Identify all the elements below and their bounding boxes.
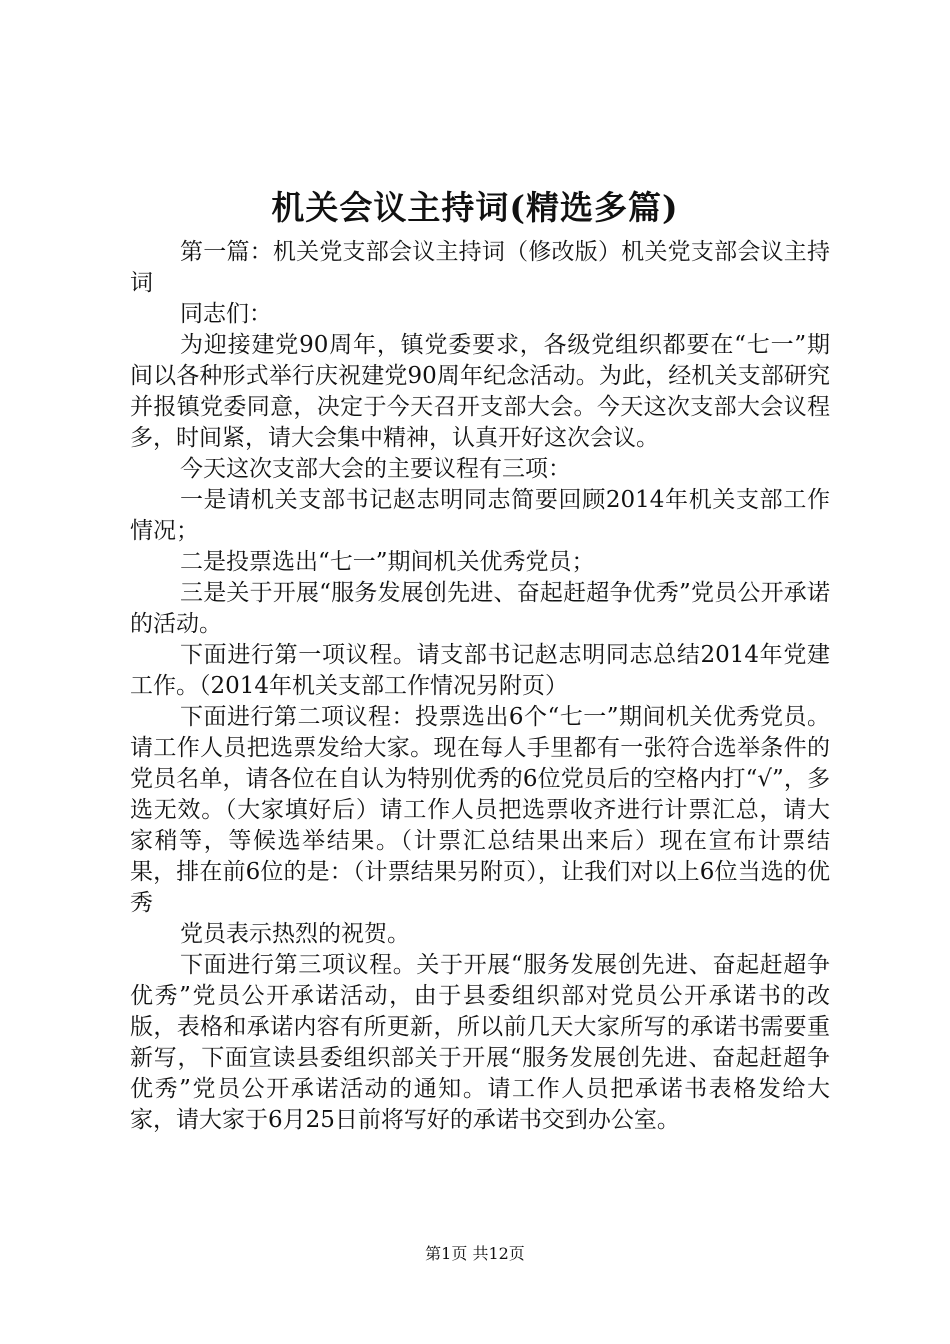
paragraph: 下面进行第一项议程。请支部书记赵志明同志总结2014年党建工作。（2014年机关支部工作情况另附页） [130,642,830,699]
document-body [130,237,830,1136]
paragraph: 今天这次支部大会的主要议程有三项： [180,456,571,482]
agenda-item-1: 一是请机关支部书记赵志明同志简要回顾2014年机关支部工作情况； [130,487,830,544]
paragraph: 党员表示热烈的祝贺。 [180,921,410,947]
paragraph-salutation: 同志们： [180,301,272,327]
paragraph: 下面进行第三项议程。关于开展“服务发展创先进、奋起赶超争优秀”党员公开承诺活动，由于县委组织部对党员公开承诺书的改版，表格和承诺内容有所更新，所以前几天大家所写的承诺书需要重新写，下面宣读县委组织部关于开展“服务发展创先进、奋起赶超争优秀”党员公开承诺活动的通知。请工作人员把承诺书表格发给大家，请大家于6月25日前将写好的承诺书交到办公室。 [130,952,830,1133]
agenda-item-2: 二是投票选出“七一”期间机关优秀党员； [180,549,595,575]
page-footer: 第1页 共12页 [425,1244,525,1263]
paragraph: 下面进行第二项议程：投票选出6个“七一”期间机关优秀党员。请工作人员把选票发给大家。现在每人手里都有一张符合选举条件的党员名单，请各位在自认为特别优秀的6位党员后的空格内打“√”，多选无效。（大家填好后）请工作人员把选票收齐进行计票汇总，请大家稍等，等候选举结果。（计票汇总结果出来后）现在宣布计票结果，排在前6位的是：（计票结果另附页），让我们对以上6位当选的优秀 [130,704,830,916]
paragraph: 为迎接建党90周年，镇党委要求，各级党组织都要在“七一”期间以各种形式举行庆祝建党90周年纪念活动。为此，经机关支部研究并报镇党委同意，决定于今天召开支部大会。今天这次支部大会议程多，时间紧，请大会集中精神，认真开好这次会议。 [130,332,830,451]
agenda-item-3: 三是关于开展“服务发展创先进、奋起赶超争优秀”党员公开承诺的活动。 [130,580,830,637]
document-title: 机关会议主持词(精选多篇) [271,188,679,227]
paragraph-heading: 第一篇：机关党支部会议主持词（修改版）机关党支部会议主持词 [130,239,830,296]
